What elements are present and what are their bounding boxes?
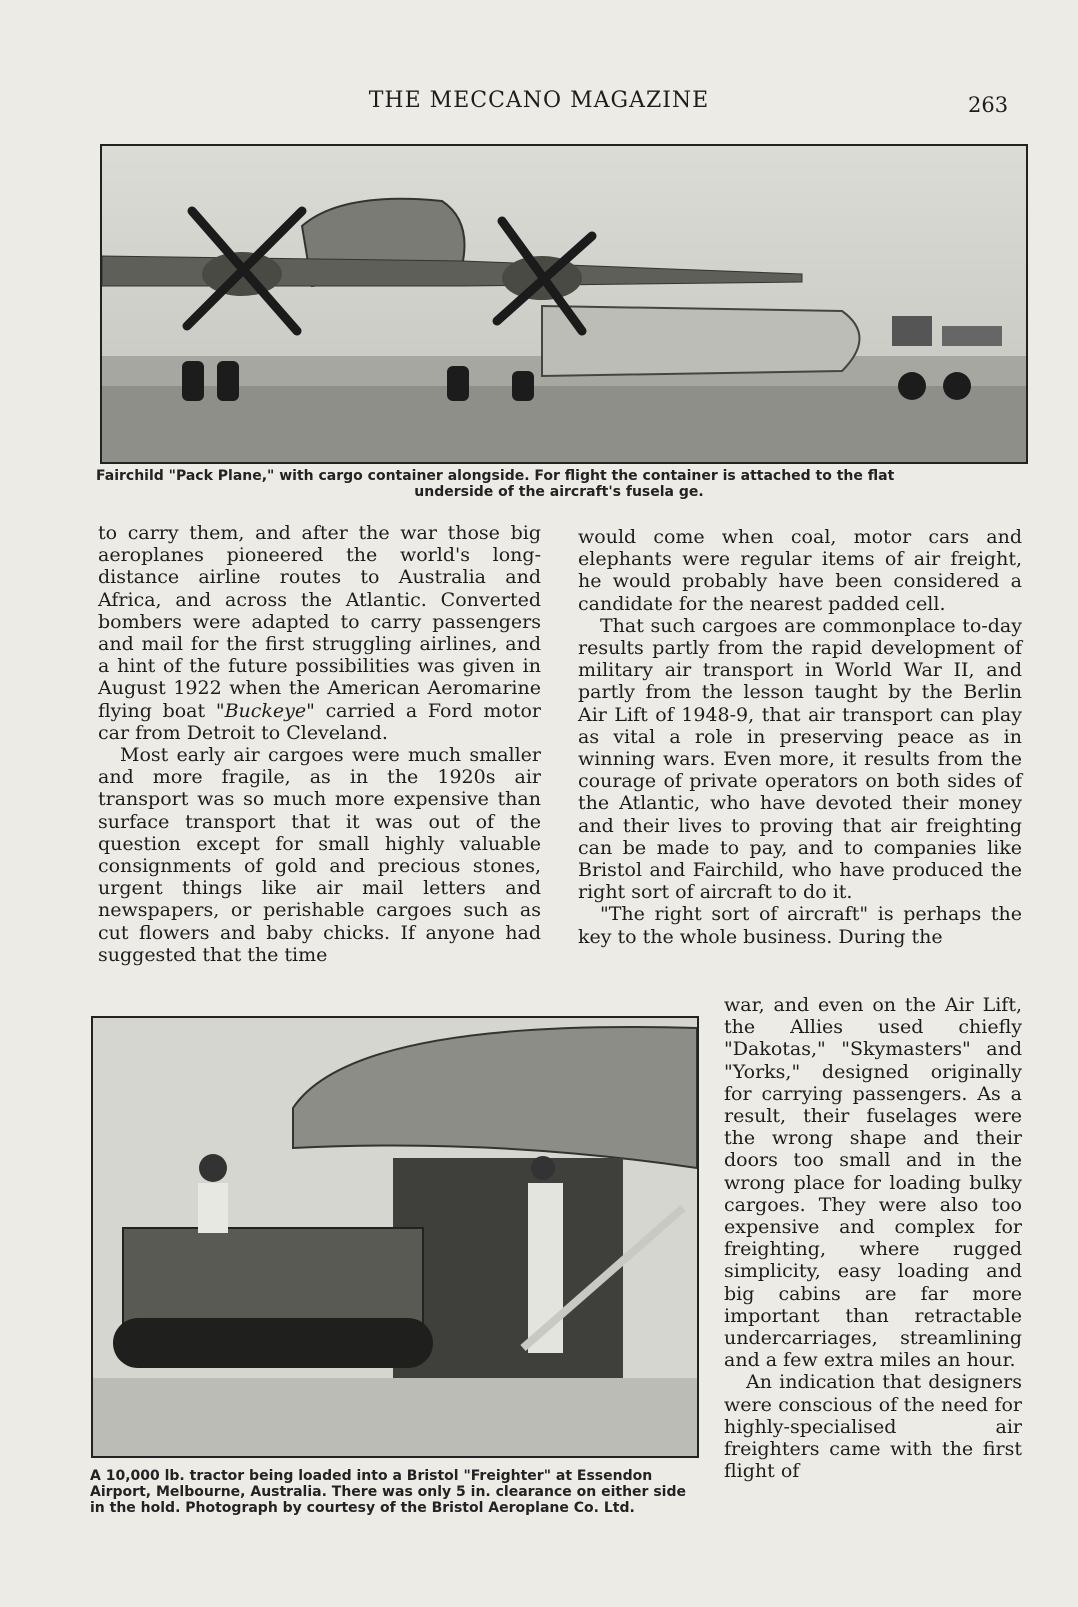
article-right-column-continued — [724, 994, 1022, 1482]
right-paragraph-1: would come when coal, motor cars and elephants were regular items of air freight, he would probably have been considered a candidate for the nearest padded cell. — [578, 526, 1022, 615]
buckeye-name: "Buckeye" — [215, 699, 315, 722]
figure1-caption-line1: Fairchild "Pack Plane," with cargo container alongside. For flight the container is attached to the flat — [96, 468, 895, 484]
article-right-column — [578, 526, 1022, 948]
left-paragraph-1 — [98, 522, 541, 744]
left-p1-part-b: carried a Ford motor car from Detroit to Cleveland. — [98, 699, 542, 744]
right-paragraph-4: An indication that designers were conscious of the need for highly-specialised air freighters came with the first flight of — [724, 1371, 1022, 1483]
left-p1-part-a: to carry them, and after the war those big aeroplanes pioneered the world's long-distance airline routes to Australia and Africa, and across the Atlantic. Converted bombers were adapted to carry passengers and mail for the first struggling airlines, and a hint of the future possibilities was given in August 1922 when the American Aeromarine flying boat — [98, 522, 541, 722]
figure1-caption — [96, 468, 1022, 500]
left-paragraph-2: Most early air cargoes were much smaller and more fragile, as in the 1920s air transport was so much more expensive than surface transport that it was out of the question except for small highly valuable consignments of gold and precious stones, urgent things like air mail letters and newspapers, or perishable cargoes such as cut flowers and baby chicks. If anyone had suggested that the time — [98, 744, 541, 966]
right-paragraph-3-continued: war, and even on the Air Lift, the Allies used chiefly "Dakotas," "Skymasters" and "Yorks," designed originally for carrying passengers. As a result, their fuselages were the wrong shape and their doors too small and in the wrong place for loading bulky cargoes. They were also too expensive and complex for freighting, where rugged simplicity, easy loading and big cabins are far more important than retractable undercarriages, streamlining and a few extra miles an hour. — [724, 994, 1022, 1372]
tractor-loading-photo — [91, 1016, 699, 1458]
right-paragraph-3: "The right sort of aircraft" is perhaps the key to the whole business. During the — [578, 903, 1022, 948]
figure2-caption: A 10,000 lb. tractor being loaded into a Bristol "Freighter" at Essendon Airport, Melbourne, Australia. There was only 5 in. clearance on either side in the hold. Photograph by courtesy of the Bristol Aeroplane Co. Ltd. — [90, 1468, 686, 1516]
page-number: 263 — [968, 93, 1009, 117]
figure1-caption-line2: underside of the aircraft's fusela ge. — [414, 484, 704, 500]
pack-plane-photo — [100, 144, 1028, 464]
article-left-column — [98, 522, 541, 966]
magazine-title: THE MECCANO MAGAZINE — [368, 88, 710, 113]
right-paragraph-2: That such cargoes are commonplace to-day results partly from the rapid development of military air transport in World War II, and partly from the lesson taught by the Berlin Air Lift of 1948-9, that air transport can play as vital a role in preserving peace as in winning wars. Even more, it results from the courage of private operators on both sides of the Atlantic, who have devoted their money and their lives to proving that air freighting can be made to pay, and to companies like Bristol and Fairchild, who have produced the right sort of aircraft to do it. — [578, 614, 1022, 904]
